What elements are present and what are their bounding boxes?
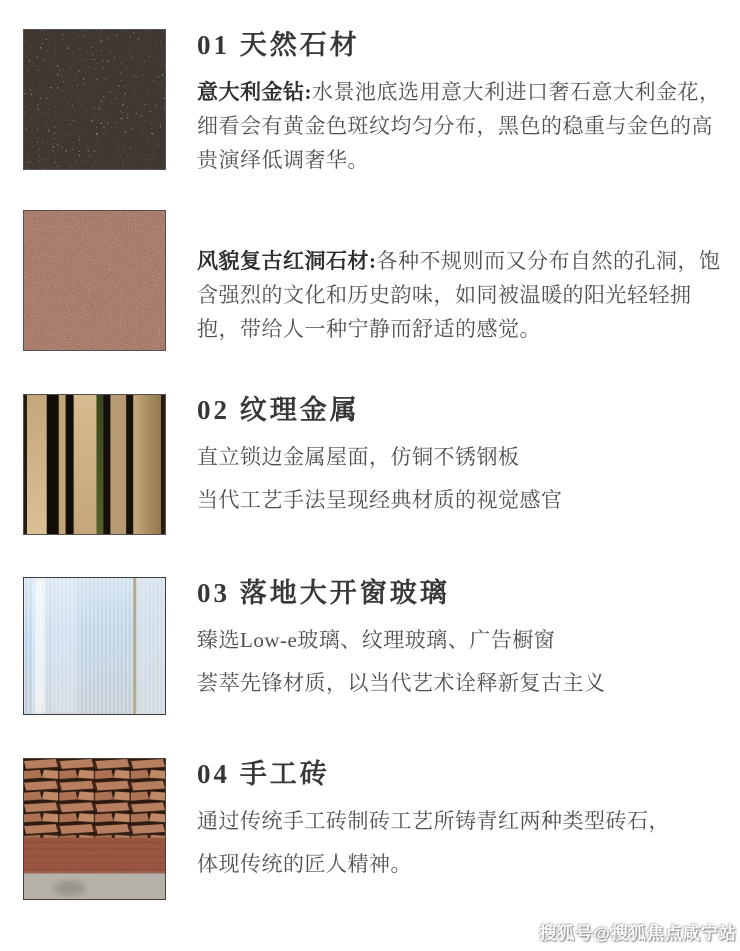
section-glass <box>23 577 722 715</box>
section-text <box>197 210 722 351</box>
section-text <box>197 394 722 535</box>
textured-metal-image <box>23 394 166 535</box>
section-line: 体现传统的匠人精神。 <box>197 852 412 876</box>
section-textured-metal <box>23 394 722 535</box>
section-heading: 01 天然石材 <box>197 30 360 60</box>
paragraph-body: 各种不规则而又分布自然的孔洞，饱含强烈的文化和历史韵味，如同被温暖的阳光轻轻拥抱，带给人一种宁静而舒适的感觉。 <box>197 249 721 341</box>
watermark: 搜狐号@搜狐焦点咸宁站 <box>539 924 737 943</box>
section-line: 臻选Low-e玻璃、纹理玻璃、广告橱窗 <box>197 628 556 652</box>
section-text <box>197 758 722 900</box>
section-red-travertine <box>23 210 722 351</box>
section-line: 荟萃先锋材质，以当代艺术诠释新复古主义 <box>197 671 606 695</box>
section-natural-stone <box>23 29 722 177</box>
paragraph-body: 水景池底选用意大利进口奢石意大利金花，细看会有黄金色斑纹均匀分布，黑色的稳重与金色的高贵演绎低调奢华。 <box>197 80 721 172</box>
section-heading: 03 落地大开窗玻璃 <box>197 578 450 608</box>
black-granite-texture <box>24 30 165 169</box>
section-text <box>197 577 722 715</box>
section-heading: 04 手工砖 <box>197 759 330 789</box>
glass-image <box>23 577 166 715</box>
section-line: 通过传统手工砖制砖工艺所铸青红两种类型砖石， <box>197 809 670 833</box>
section-line: 直立锁边金属屋面，仿铜不锈钢板 <box>197 445 520 469</box>
section-line: 当代工艺手法呈现经典材质的视觉感官 <box>197 488 563 512</box>
handmade-brick-image <box>23 758 166 900</box>
section-paragraph <box>197 244 722 346</box>
section-heading: 02 纹理金属 <box>197 395 360 425</box>
glass-texture <box>24 578 165 714</box>
metal-slats-texture <box>24 395 165 534</box>
section-text <box>197 29 722 177</box>
red-granite-texture <box>24 211 165 350</box>
brick-wall-texture <box>24 759 165 899</box>
italian-gold-granite-image <box>23 29 166 170</box>
red-travertine-image <box>23 210 166 351</box>
paragraph-lead: 意大利金钻: <box>197 80 312 104</box>
section-handmade-brick <box>23 758 722 900</box>
section-paragraph <box>197 75 722 177</box>
paragraph-lead: 风貌复古红洞石材: <box>197 249 377 273</box>
